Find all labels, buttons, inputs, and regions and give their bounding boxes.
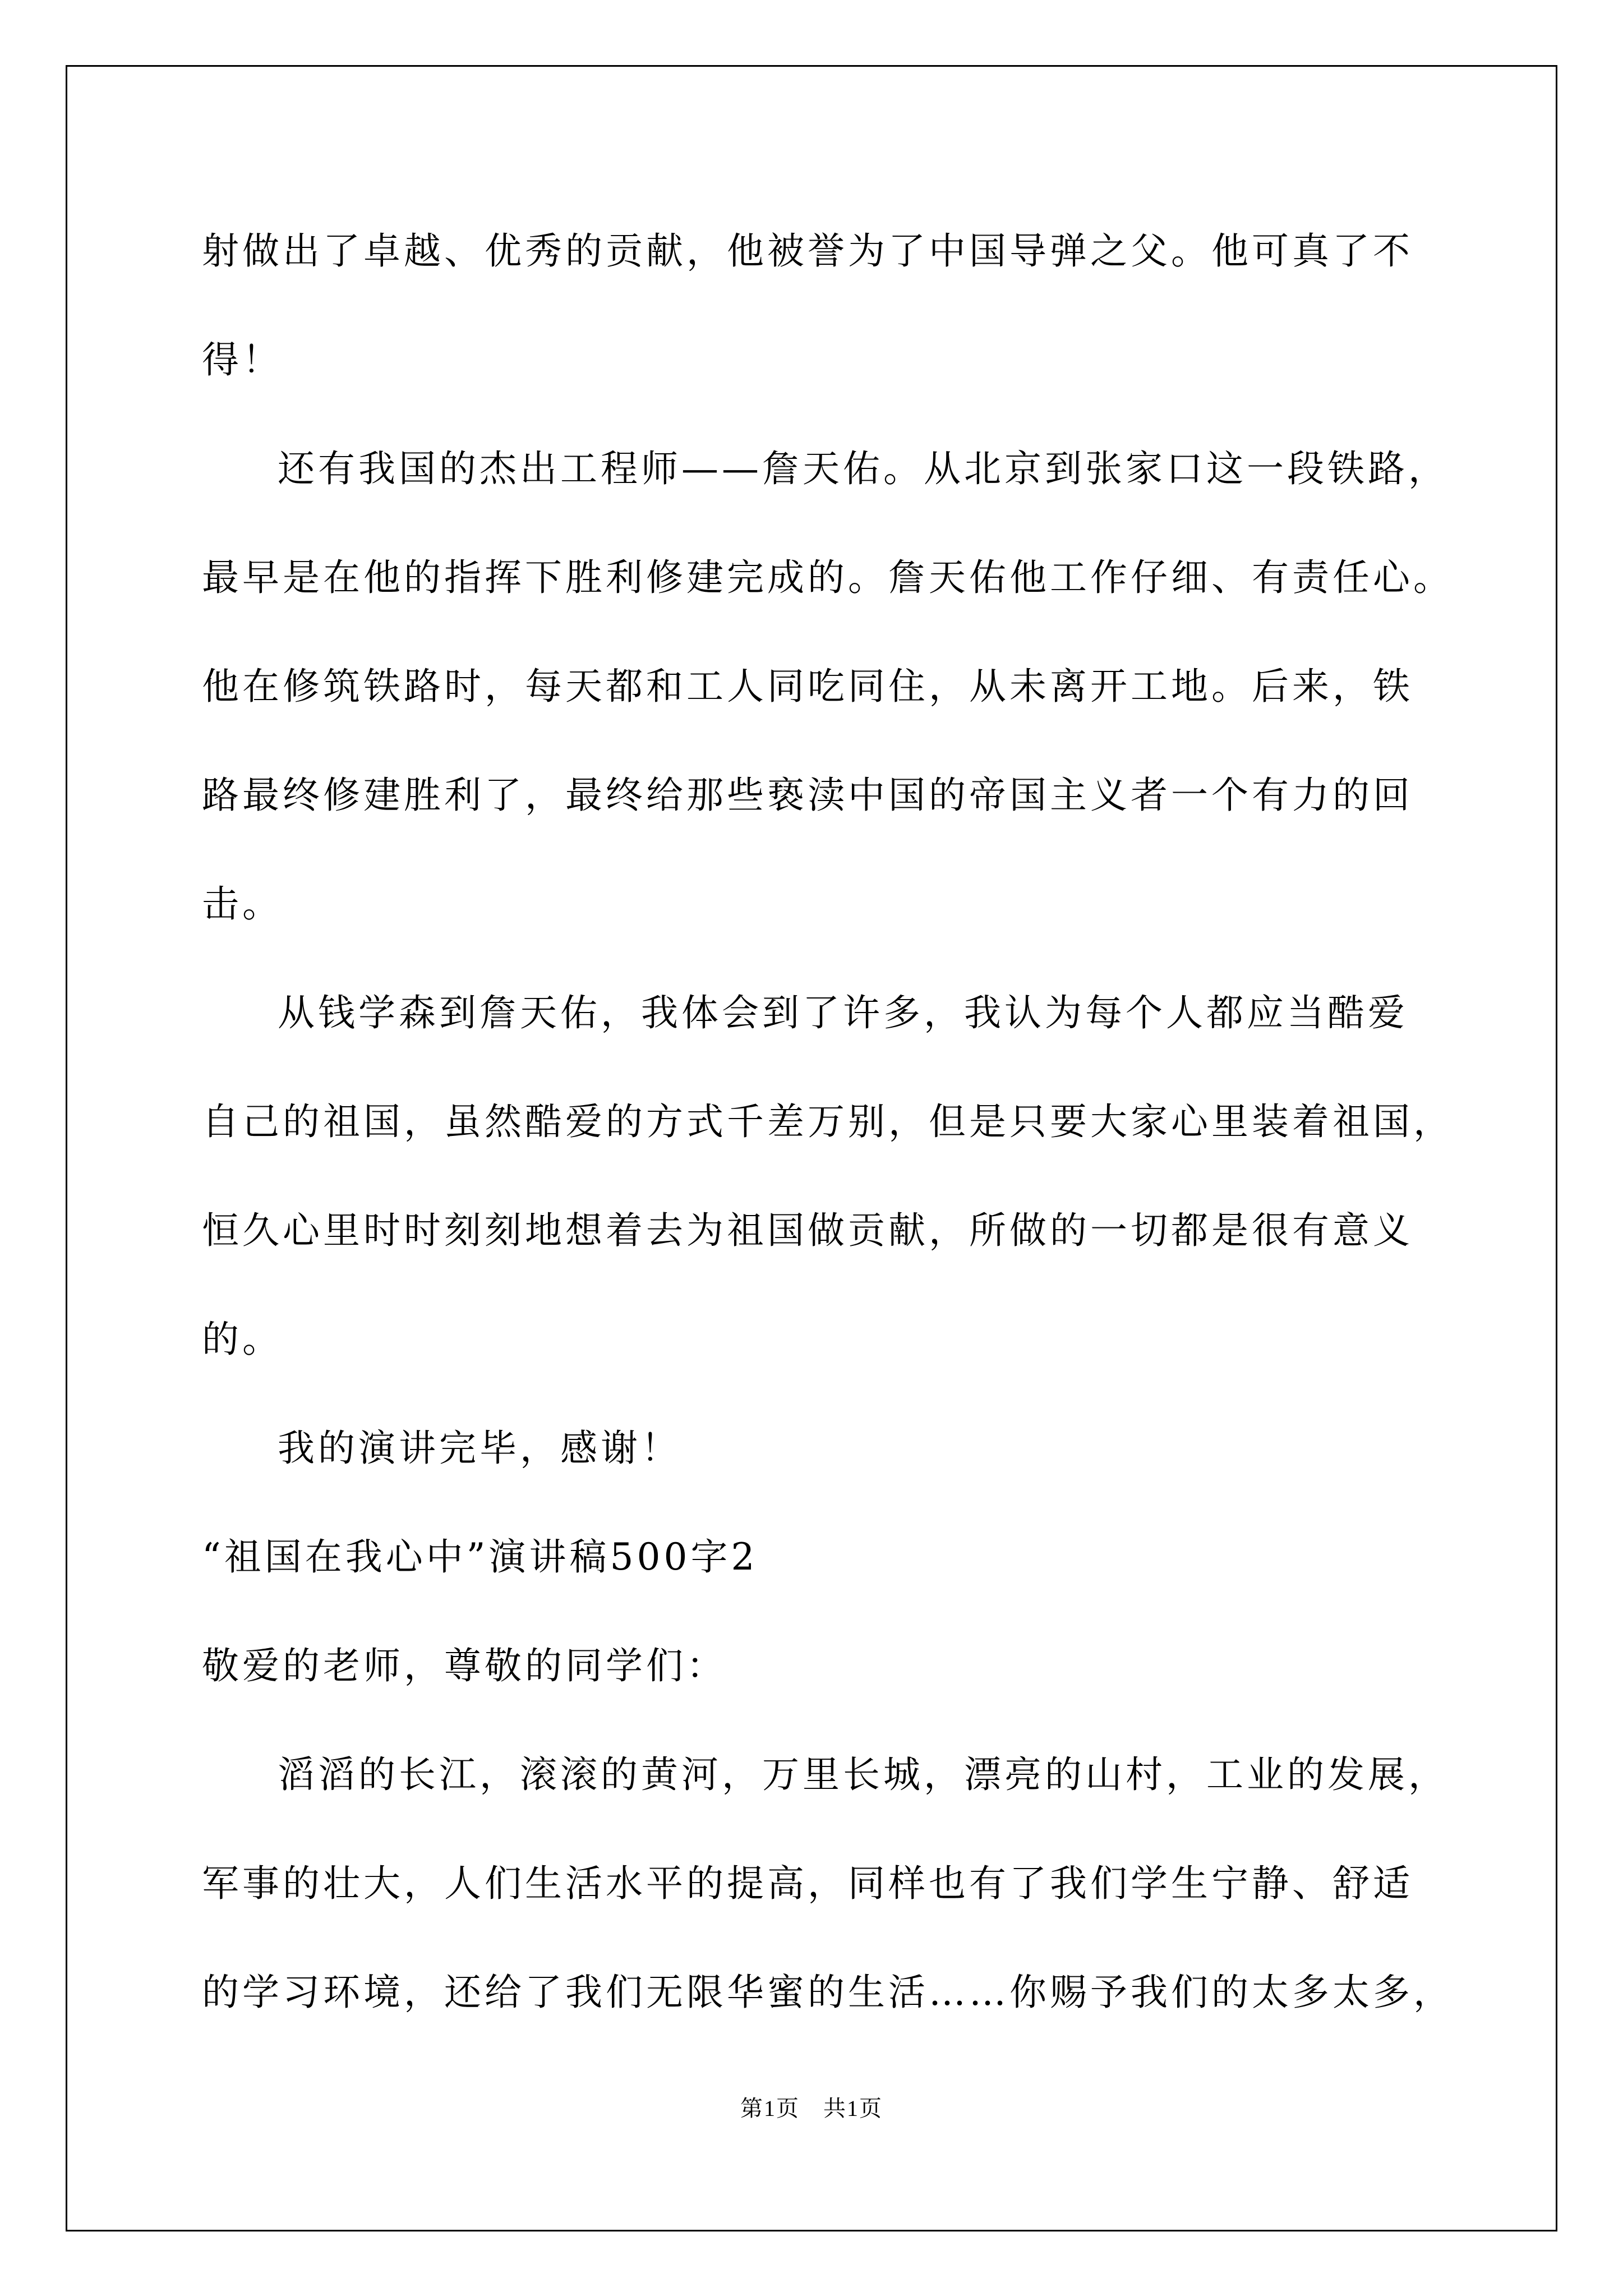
text-line: 恒久心里时时刻刻地想着去为祖国做贡献，所做的一切都是很有意义 <box>202 1209 1413 1252</box>
text-line: 得！ <box>202 338 283 381</box>
page-number-footer: 第1页 共1页 <box>740 2096 883 2121</box>
text-line: 路最终修建胜利了，最终给那些亵渎中国的帝国主义者一个有力的回 <box>202 774 1413 817</box>
paragraph-start-line: 滔滔的长江，滚滚的黄河，万里长城，漂亮的山村，工业的发展， <box>278 1753 1449 1796</box>
text-line: 最早是在他的指挥下胜利修建完成的。詹天佑他工作仔细、有责任心。 <box>202 556 1454 599</box>
text-line: 自己的祖国，虽然酷爱的方式千差万别，但是只要大家心里装着祖国， <box>202 1100 1454 1143</box>
paragraph-start-line: 还有我国的杰出工程师——詹天佑。从北京到张家口这一段铁路， <box>278 447 1449 490</box>
text-line: 的。 <box>202 1318 283 1361</box>
text-line: 的学习环境，还给了我们无限华蜜的生活……你赐予我们的太多太多， <box>202 1971 1454 2014</box>
section-heading: “祖国在我心中”演讲稿500字2 <box>202 1535 758 1579</box>
text-line: 他在修筑铁路时，每天都和工人同吃同住，从未离开工地。后来，铁 <box>202 665 1413 708</box>
salutation-line: 敬爱的老师，尊敬的同学们： <box>202 1644 727 1687</box>
text-line: 射做出了卓越、优秀的贡献，他被誉为了中国导弹之父。他可真了不 <box>202 229 1413 273</box>
paragraph-start-line: 我的演讲完毕，感谢！ <box>278 1427 681 1470</box>
text-line: 军事的壮大，人们生活水平的提高，同样也有了我们学生宁静、舒适 <box>202 1862 1413 1905</box>
page-border <box>66 65 1557 2231</box>
paragraph-start-line: 从钱学森到詹天佑，我体会到了许多，我认为每个人都应当酷爱 <box>278 991 1408 1034</box>
text-line: 击。 <box>202 882 283 926</box>
